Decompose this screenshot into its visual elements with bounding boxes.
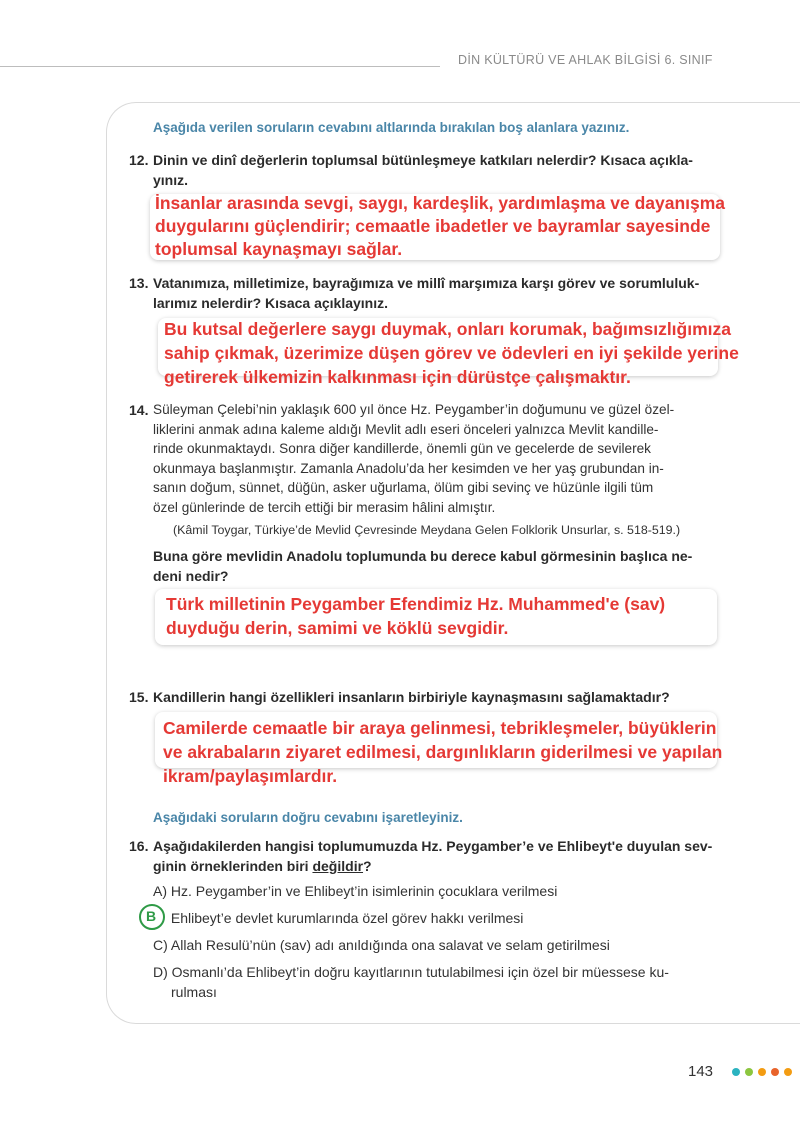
- option-d[interactable]: [153, 962, 669, 982]
- answer-15-line2: ve akrabaların ziyaret edilmesi, dargınlıkların giderilmesi ve yapılan: [163, 742, 723, 762]
- option-a-text: Hz. Peygamber’in ve Ehlibeyt’in isimlerinin çocuklara verilmesi: [170, 883, 558, 899]
- dot-icon: [771, 1068, 779, 1076]
- option-d-letter: D): [153, 964, 168, 980]
- answer-12-line1: İnsanlar arasında sevgi, saygı, kardeşlik, yardımlaşma ve dayanışma: [155, 193, 726, 213]
- question-16-line2-text: ginin örneklerinden biri: [153, 858, 313, 874]
- answer-12-line3: toplumsal kaynaşmayı sağlar.: [155, 239, 403, 259]
- question-15-line1: Kandillerin hangi özellikleri insanların birbiriyle kaynaşmasını sağlamaktadır?: [153, 689, 670, 705]
- answer-13-line2: sahip çıkmak, üzerimize düşen görev ve ödevleri en iyi şekilde yerine: [164, 343, 739, 363]
- question-13-line1: Vatanımıza, milletimize, bayrağımıza ve millî marşımıza karşı görev ve sorumluluk-: [153, 275, 700, 291]
- header-rule: [0, 66, 440, 67]
- answer-14-line1: Türk milletinin Peygamber Efendimiz Hz. Muhammed'e (sav): [166, 594, 666, 614]
- instruction-open-ended: Aşağıda verilen soruların cevabını altlarında bırakılan boş alanlara yazınız.: [153, 120, 630, 135]
- option-a-letter: A): [153, 883, 167, 899]
- book-title: DİN KÜLTÜRÜ VE AHLAK BİLGİSİ 6. SINIF: [458, 53, 713, 67]
- dot-icon: [758, 1068, 766, 1076]
- question-13-number: 13.: [129, 275, 149, 291]
- passage-line: okunmaya başlanmıştır. Zamanla Anadolu’da her kesimden ve her yaş grubundan in-: [153, 460, 664, 476]
- dot-icon: [732, 1068, 740, 1076]
- option-a[interactable]: [153, 881, 557, 901]
- dot-icon: [745, 1068, 753, 1076]
- question-12-line1: Dinin ve dinî değerlerin toplumsal bütünleşmeye katkıları nelerdir? Kısaca açıkla-: [153, 152, 693, 168]
- passage-line: Süleyman Çelebi’nin yaklaşık 600 yıl önce Hz. Peygamber’in doğumunu ve güzel özel-: [153, 402, 675, 417]
- question-14-question-line1: Buna göre mevlidin Anadolu toplumunda bu derece kabul görmesinin başlıca ne-: [153, 548, 693, 564]
- passage-line: özel günlerinde de tercih ettiği bir merasim hâlini almıştır.: [153, 499, 496, 515]
- selected-answer-letter: B: [146, 908, 157, 924]
- question-14-number: 14.: [129, 402, 149, 418]
- option-d-text: Osmanlı’da Ehlibeyt’in doğru kayıtlarının tutulabilmesi için özel bir müessese ku-: [171, 964, 669, 980]
- answer-13-line3: getirerek ülkemizin kalkınması için dürüstçe çalışmaktır.: [164, 367, 631, 387]
- passage-line: liklerini anmak adına kaleme aldığı Mevlit adlı eseri önceleri yalnızca Mevlit kandille-: [153, 421, 659, 437]
- question-15-number: 15.: [129, 689, 149, 705]
- question-16-number: 16.: [129, 838, 149, 854]
- passage-line: rinde okunmaktaydı. Sonra diğer kandillerde, önemli gün ve gecelerde de sevilerek: [153, 441, 651, 456]
- option-b[interactable]: [153, 908, 523, 928]
- passage-line: sanın doğum, sünnet, düğün, asker uğurlama, ölüm gibi sevinç ve hüzünle ilgili tüm: [153, 480, 654, 495]
- question-14-citation: (Kâmil Toygar, Türkiye’de Mevlid Çevresinde Meydana Gelen Folklorik Unsurlar, s. 518-519.): [173, 523, 681, 537]
- question-14-passage: [153, 400, 721, 517]
- option-c-text: Allah Resulü’nün (sav) adı anıldığında ona salavat ve selam getirilmesi: [170, 937, 610, 953]
- decorative-dots: [732, 1068, 792, 1076]
- question-16-line1: Aşağıdakilerden hangisi toplumumuzda Hz. Peygamber’e ve Ehlibeyt'e duyulan sev-: [153, 838, 713, 854]
- answer-14-line2: duyduğu derin, samimi ve köklü sevgidir.: [166, 618, 509, 638]
- page-number: 143: [688, 1063, 714, 1080]
- dot-icon: [784, 1068, 792, 1076]
- answer-12-line2: duygularını güçlendirir; cemaatle ibadetler ve bayramlar sayesinde: [155, 216, 711, 236]
- question-16-line2: [153, 856, 372, 876]
- question-12-line2: yınız.: [153, 172, 189, 188]
- option-d-continuation: rulması: [171, 984, 217, 1000]
- answer-15-line3: ikram/paylaşımlardır.: [163, 766, 338, 786]
- question-16-line2-end: ?: [363, 858, 372, 874]
- option-c[interactable]: [153, 935, 610, 955]
- instruction-multiple-choice: Aşağıdaki soruların doğru cevabını işaretleyiniz.: [153, 810, 463, 825]
- question-14-question-line2: deni nedir?: [153, 568, 229, 584]
- option-c-letter: C): [153, 937, 168, 953]
- answer-13-line1: Bu kutsal değerlere saygı duymak, onları korumak, bağımsızlığımıza: [164, 319, 731, 339]
- option-b-text: Ehlibeyt’e devlet kurumlarında özel görev hakkı verilmesi: [170, 910, 524, 926]
- answer-15-line1: Camilerde cemaatle bir araya gelinmesi, tebrikleşmeler, büyüklerin: [163, 718, 717, 738]
- question-12-number: 12.: [129, 152, 149, 168]
- question-13-line2: larımız nelerdir? Kısaca açıklayınız.: [153, 295, 388, 311]
- emphasis-negative: değildir: [312, 858, 364, 874]
